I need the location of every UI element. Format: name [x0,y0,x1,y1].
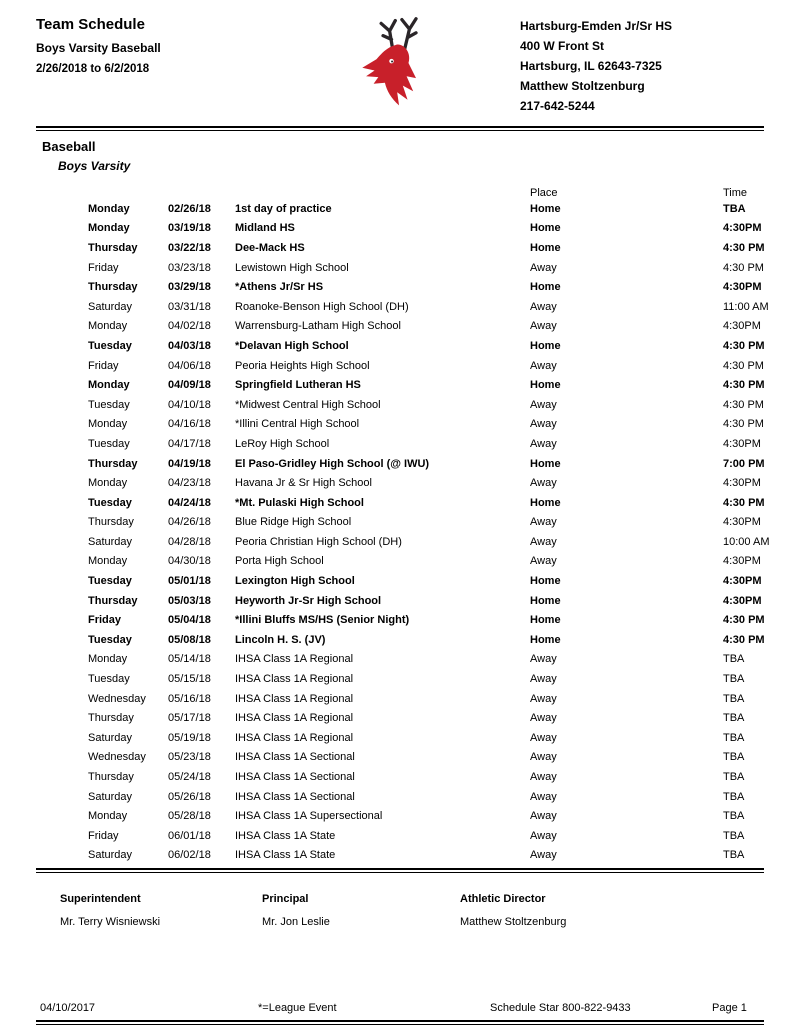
row-time: 4:30PM [723,594,762,607]
row-time: TBA [723,790,745,803]
row-place: Away [530,829,557,842]
schedule-row [36,650,764,670]
row-day: Tuesday [88,339,132,352]
row-date: 05/08/18 [168,633,211,646]
footer-vendor: Schedule Star 800-822-9433 [490,1002,631,1014]
row-time: TBA [723,653,745,666]
page-bottom-divider [36,1020,764,1025]
row-date: 05/01/18 [168,575,211,588]
row-day: Wednesday [88,692,146,705]
row-time: 4:30 PM [723,398,764,411]
official-principal [262,893,460,928]
footer-legend: *=League Event [258,1002,337,1014]
row-time: TBA [723,673,745,686]
schedule-row [36,415,764,435]
row-place: Away [530,555,557,568]
row-date: 05/19/18 [168,731,211,744]
row-day: Monday [88,477,128,490]
row-event: Midland HS [235,222,295,235]
row-date: 04/06/18 [168,359,211,372]
row-date: 05/23/18 [168,751,211,764]
row-day: Monday [88,202,130,215]
row-event: *Midwest Central High School [235,398,381,411]
row-day: Friday [88,261,119,274]
row-event: Lewistown High School [235,261,349,274]
schedule-row [36,395,764,415]
row-event: IHSA Class 1A State [235,829,336,842]
schedule-table [36,185,770,865]
schedule-row [36,630,764,650]
row-date: 04/17/18 [168,437,211,450]
row-event: Warrensburg-Latham High School [235,320,401,333]
row-place: Away [530,261,557,274]
row-day: Saturday [88,300,133,313]
row-day: Wednesday [88,751,146,764]
row-time: 4:30 PM [723,339,765,352]
row-date: 04/02/18 [168,320,211,333]
row-event: IHSA Class 1A Regional [235,653,354,666]
page-title: Team Schedule [36,16,145,33]
schedule-row [36,826,764,846]
row-date: 04/09/18 [168,379,211,392]
row-day: Thursday [88,594,138,607]
row-event: IHSA Class 1A Regional [235,692,354,705]
row-event: IHSA Class 1A State [235,849,336,862]
row-place: Home [530,594,561,607]
schedule-row [36,787,764,807]
row-day: Tuesday [88,437,130,450]
row-event: *Delavan High School [235,339,349,352]
row-place: Home [530,575,561,588]
row-date: 04/30/18 [168,555,211,568]
row-day: Thursday [88,457,138,470]
row-day: Tuesday [88,633,132,646]
row-event: *Illini Central High School [235,418,360,431]
row-time: 4:30PM [723,477,761,490]
row-day: Saturday [88,849,133,862]
row-day: Monday [88,555,128,568]
row-place: Away [530,790,557,803]
row-date: 05/26/18 [168,790,211,803]
schedule-row [36,317,764,337]
schedule-row [36,434,764,454]
row-time: 4:30 PM [723,633,765,646]
row-event: *Illini Bluffs MS/HS (Senior Night) [235,614,410,627]
schedule-row [36,532,770,552]
row-time: 4:30 PM [723,614,765,627]
row-day: Monday [88,320,128,333]
row-time: 4:30 PM [723,359,764,372]
row-day: Thursday [88,771,134,784]
row-place: Away [530,849,557,862]
schedule-row [36,728,764,748]
row-time: TBA [723,751,745,764]
row-event: *Athens Jr/Sr HS [235,281,324,294]
row-day: Thursday [88,281,138,294]
row-day: Friday [88,829,119,842]
schedule-row [36,767,764,787]
row-place: Away [530,731,557,744]
row-time: 4:30 PM [723,418,764,431]
row-day: Tuesday [88,398,130,411]
schedule-row [36,806,764,826]
row-date: 05/16/18 [168,692,211,705]
row-place: Away [530,810,557,823]
row-time: TBA [723,692,745,705]
row-place: Home [530,614,561,627]
official-superintendent [60,893,262,928]
row-event: Havana Jr & Sr High School [235,477,372,490]
row-day: Thursday [88,516,134,529]
row-day: Thursday [88,712,134,725]
schedule-row [36,591,764,611]
row-date: 05/03/18 [168,594,211,607]
row-date: 03/29/18 [168,281,211,294]
row-time: 4:30PM [723,575,762,588]
school-contact: Matthew Stoltzenburg [520,79,645,93]
row-time: 4:30 PM [723,241,765,254]
row-event: Springfield Lutheran HS [235,379,361,392]
footer-print-date: 04/10/2017 [40,1002,96,1014]
row-day: Saturday [88,790,133,803]
schedule-row [36,513,764,533]
row-place: Away [530,418,557,431]
row-place: Home [530,379,561,392]
row-place: Away [530,771,557,784]
row-place: Home [530,281,561,294]
schedule-row [36,375,764,395]
schedule-rows [36,199,770,865]
row-day: Saturday [88,731,133,744]
schedule-row [36,238,764,258]
row-day: Saturday [88,535,133,548]
row-date: 04/28/18 [168,535,211,548]
row-event: IHSA Class 1A Sectional [235,751,355,764]
row-event: *Mt. Pulaski High School [235,496,364,509]
row-event: Porta High School [235,555,324,568]
row-place: Away [530,359,557,372]
schedule-row [36,473,764,493]
row-place: Away [530,535,557,548]
row-event: El Paso-Gridley High School (@ IWU) [235,457,430,470]
school-phone: 217-642-5244 [520,99,595,113]
row-time: TBA [723,202,746,215]
row-place: Away [530,712,557,725]
row-event: Blue Ridge High School [235,516,352,529]
schedule-row [36,336,764,356]
row-day: Tuesday [88,496,132,509]
row-date: 06/02/18 [168,849,211,862]
row-place: Away [530,673,557,686]
schedule-row [36,454,764,474]
row-event: IHSA Class 1A Supersectional [235,810,383,823]
row-day: Monday [88,418,128,431]
row-place: Home [530,457,561,470]
row-place: Away [530,516,557,529]
row-time: 10:00 AM [723,535,770,548]
row-place: Home [530,202,561,215]
row-time: 4:30 PM [723,496,765,509]
team-subheading: Boys Varsity [58,159,131,173]
schedule-row [36,199,764,219]
row-time: TBA [723,731,745,744]
row-date: 06/01/18 [168,829,211,842]
official-title: Principal [262,893,309,906]
row-date: 04/23/18 [168,477,211,490]
schedule-row [36,669,764,689]
row-day: Friday [88,359,119,372]
row-time: 4:30PM [723,555,761,568]
row-place: Away [530,300,557,313]
row-time: 4:30PM [723,281,762,294]
official-name: Mr. Jon Leslie [262,916,330,929]
row-event: Roanoke-Benson High School (DH) [235,300,409,313]
row-event: Heyworth Jr-Sr High School [235,594,382,607]
official-athletic-director [460,893,764,928]
row-date: 02/26/18 [168,202,211,215]
official-name: Mr. Terry Wisniewski [60,916,161,929]
schedule-row [36,493,764,513]
row-place: Home [530,496,561,509]
schedule-row [36,297,769,317]
row-place: Away [530,398,557,411]
schedule-row [36,356,764,376]
sport-heading: Baseball [42,139,96,154]
official-title: Athletic Director [460,893,546,906]
row-event: LeRoy High School [235,437,330,450]
officials-section [36,893,764,928]
row-place: Home [530,633,561,646]
row-time: 11:00 AM [723,300,769,313]
row-date: 05/15/18 [168,673,211,686]
table-header-row [36,185,764,199]
row-day: Monday [88,653,128,666]
row-date: 04/24/18 [168,496,211,509]
row-place: Away [530,653,557,666]
row-event: IHSA Class 1A Sectional [235,771,355,784]
row-day: Tuesday [88,673,130,686]
schedule-row [36,708,764,728]
row-event: Lexington High School [235,575,355,588]
schedule-row [36,689,764,709]
row-day: Thursday [88,241,138,254]
row-event: IHSA Class 1A Regional [235,731,354,744]
schedule-row [36,846,764,866]
school-address-line2: Hartsburg, IL 62643-7325 [520,59,662,73]
row-time: TBA [723,829,745,842]
row-day: Monday [88,810,128,823]
row-time: TBA [723,771,745,784]
row-place: Away [530,320,557,333]
row-date: 03/19/18 [168,222,211,235]
row-time: 4:30PM [723,320,761,333]
row-place: Away [530,692,557,705]
schedule-row [36,258,764,278]
row-event: IHSA Class 1A Sectional [235,790,355,803]
header-divider [36,126,764,131]
row-day: Tuesday [88,575,132,588]
row-place: Away [530,437,557,450]
official-name: Matthew Stoltzenburg [460,916,567,929]
col-time-header: Time [723,187,748,199]
row-date: 05/28/18 [168,810,211,823]
row-date: 03/31/18 [168,300,211,313]
row-event: IHSA Class 1A Regional [235,673,354,686]
row-time: TBA [723,849,745,862]
table-divider [36,868,764,873]
school-name: Hartsburg-Emden Jr/Sr HS [520,19,673,33]
row-event: IHSA Class 1A Regional [235,712,354,725]
row-date: 04/26/18 [168,516,211,529]
schedule-row [36,571,764,591]
row-time: 4:30PM [723,437,761,450]
date-range: 2/26/2018 to 6/2/2018 [36,63,150,75]
school-logo [303,14,497,112]
row-time: 4:30PM [723,516,761,529]
row-event: Peoria Christian High School (DH) [235,535,402,548]
row-date: 04/03/18 [168,339,211,352]
row-day: Monday [88,222,130,235]
row-event: Peoria Heights High School [235,359,370,372]
row-time: TBA [723,810,745,823]
header-left-block [36,14,286,116]
schedule-row [36,277,764,297]
row-date: 05/17/18 [168,712,211,725]
schedule-row [36,552,764,572]
schedule-row [36,748,764,768]
row-day: Friday [88,614,122,627]
row-date: 03/23/18 [168,261,211,274]
row-date: 05/24/18 [168,771,211,784]
schedule-row [36,219,764,239]
row-date: 05/04/18 [168,614,211,627]
row-time: 4:30 PM [723,261,764,274]
row-place: Away [530,751,557,764]
schedule-row [36,610,764,630]
row-time: 7:00 PM [723,457,765,470]
row-place: Home [530,339,561,352]
row-time: 4:30 PM [723,379,765,392]
row-event: Lincoln H. S. (JV) [235,633,326,646]
row-date: 05/14/18 [168,653,211,666]
row-day: Monday [88,379,130,392]
row-place: Away [530,477,557,490]
team-name: Boys Varsity Baseball [36,41,161,55]
row-event: Dee-Mack HS [235,241,305,254]
row-date: 04/19/18 [168,457,211,470]
official-title: Superintendent [60,893,141,906]
row-date: 04/10/18 [168,398,211,411]
col-place-header: Place [530,187,558,199]
row-time: TBA [723,712,745,725]
school-info [520,14,764,116]
row-date: 04/16/18 [168,418,211,431]
row-place: Home [530,241,561,254]
row-place: Home [530,222,561,235]
row-time: 4:30PM [723,222,762,235]
footer-page-number: Page 1 [712,1002,747,1014]
row-event: 1st day of practice [235,202,332,215]
school-address-line1: 400 W Front St [520,39,605,53]
stag-mascot-icon [352,14,448,112]
page-header [36,14,764,116]
row-date: 03/22/18 [168,241,211,254]
